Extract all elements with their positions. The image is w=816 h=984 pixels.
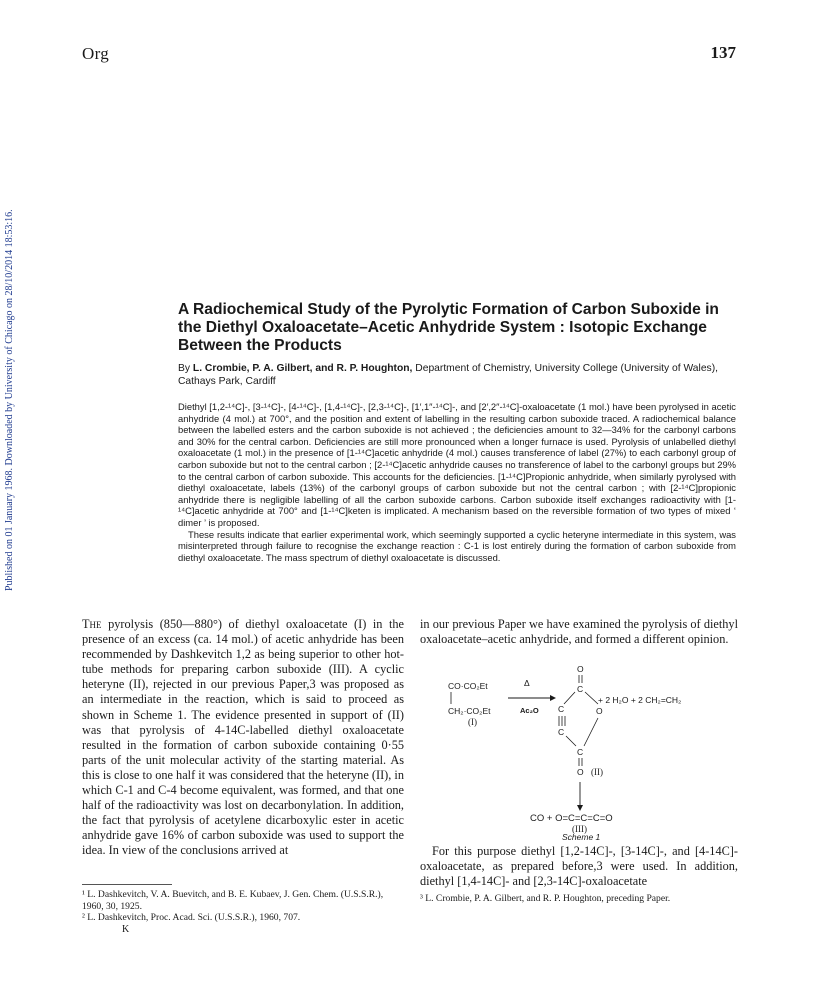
footnote-1: ¹ L. Dashkevitch, V. A. Buevitch, and B. E. Kubaev, J. Gen. Chem. (U.S.S.R.), 1960, 30, 1925. <box>82 889 384 912</box>
intermediate-label: (II) <box>591 767 603 777</box>
byproducts: + 2 H₂O + 2 CH₂=CH₂ <box>598 695 682 705</box>
atom-ring-o: O <box>596 706 603 716</box>
footnote-3: ³ L. Crombie, P. A. Gilbert, and R. P. Houghton, preceding Paper. <box>420 893 671 904</box>
body-paragraph-2: in our previous Paper we have examined the pyrolysis of diethyl oxaloacetate–acetic anhydride, and formed a different opinion. <box>420 617 738 647</box>
atom-bottom-o: O <box>577 767 584 777</box>
atom-top-o: O <box>577 664 584 674</box>
body-paragraph-3: For this purpose diethyl [1,2-14C]-, [3-14C]-, and [4-14C]-oxaloacetate, as prepared before,3 were used. In addition, diethyl [1,4-14C]- and [2,3-14C]-oxaloacetate <box>420 844 738 889</box>
body-paragraph-1-text: pyrolysis (850—880°) of diethyl oxaloacetate (I) in the presence of an excess (ca. 14 mol.) of acetic anhydride has been recommended by Dashkevitch 1,2 as being superior to other hot-tube methods for preparing carbon suboxide (III). A cyclic heteryne (II), rejected in our previous Paper,3 was proposed as an intermediate in the reaction, which is said to proceed as shown in Scheme 1. The evidence presented in support of (II) was that pyrolysis of 4-14C-labelled diethyl oxaloacetate resulted in the formation of carbon suboxide containing 0·55 parts of the unit molecular activity of the starting material. As this is close to one half it was considered that the heteryne (II), in which C-1 and C-4 become equivalent, was formed, and that one half of the radioactivity was lost on decarbonylation. In addition, the fact that pyrolysis of acetylene dicarboxylic ester in acetic anhydride gave 16% of carbon suboxide was used to support the idea. In view of the conclusions arrived at <box>82 617 404 858</box>
signature-mark: K <box>122 923 130 935</box>
down-arrow-head <box>577 805 583 811</box>
article-title: A Radiochemical Study of the Pyrolytic Formation of Carbon Suboxide in the Diethyl Oxaloacetate–Acetic Anhydride System : Isotopic Exchange Between the Products <box>178 301 719 354</box>
by-label: By <box>178 363 191 374</box>
body-column-right-bottom <box>420 844 738 889</box>
footnotes-right <box>420 893 738 905</box>
body-column-right-top <box>420 617 738 647</box>
products: CO + O=C=C=C=O <box>530 813 613 824</box>
journal-name: Org <box>82 44 110 63</box>
reactant-line-1: CO·CO₂Et <box>448 681 488 691</box>
author-block <box>178 362 738 388</box>
abstract-paragraph-2: These results indicate that earlier experimental work, which seemingly supported a cyclic heteryne intermediate in this system, was misinterpreted through failure to recognise the exchange reaction : C-1 is lost entirely during the formation of carbon suboxide from diethyl oxaloacetate. The mass spectrum of diethyl oxaloacetate is discussed. <box>178 528 736 563</box>
arrow-head <box>550 695 556 701</box>
footnote-rule <box>82 884 172 885</box>
arrow-condition-top: Δ <box>524 678 530 688</box>
atom-left-c-lower: C <box>558 727 565 737</box>
body-paragraph-1 <box>82 617 404 859</box>
abstract <box>178 401 736 563</box>
footnote-2: ² L. Dashkevitch, Proc. Acad. Sci. (U.S.S.R.), 1960, 707. <box>82 912 301 923</box>
scheme-caption: Scheme 1 <box>562 832 601 842</box>
affiliation: Department of Chemistry, University College (University of Wales), Cathays Park, Cardiff <box>178 363 718 387</box>
download-watermark[interactable]: Published on 01 January 1968. Downloaded by University of Chicago on 28/10/2014 18:53:16. <box>4 209 15 591</box>
product-label: (III) <box>572 824 587 834</box>
reactant-label: (I) <box>468 717 477 727</box>
atom-bottom-c: C <box>577 747 584 757</box>
atom-left-c-upper: C <box>558 704 565 714</box>
arrow-condition-bottom: Ac₂O <box>520 706 539 715</box>
reaction-scheme <box>438 662 738 837</box>
page-number: 137 <box>710 43 736 62</box>
lead-small-caps: The <box>82 617 102 631</box>
footnotes-left <box>82 884 404 935</box>
abstract-paragraph-1: Diethyl [1,2-¹⁴C]-, [3-¹⁴C]-, [4-¹⁴C]-, [1,4-¹⁴C]-, [2,3-¹⁴C]-, [1′,1″-¹⁴C]-, and [2′,2″-¹⁴C]-oxaloacetate (1 mol.) have been pyrolysed in acetic anhydride (4 mol.) at 700°, and the position and extent of labelling in the resulting carbon suboxide traced. A radiochemical balance between the labelled esters and the carbon suboxide is not achieved ; the deficiencies amount to 32—34% for the carbonyl carbons and 30% for the central carbon. Deficiencies are still more pronounced when a longer furnace is used. Pyrolysis of unlabelled diethyl oxaloacetate (1 mol.) in the presence of [1-¹⁴C]acetic anhydride (4 mol.) causes transference of label (27%) to each carbonyl group of carbon suboxide but not to the central carbon ; [2-¹⁴C]acetic anhydride causes no transference of label to the carbonyl groups but 29% to the central carbon of carbon suboxide. This accounts for the deficiencies. [1-¹⁴C]Propionic anhydride, when similarly pyrolysed with diethyl oxaloacetate, labels (13%) of the carbonyl groups of carbon suboxide but not the central carbon ; with [2-¹⁴C]propionic anhydride there is negligible labelling of all the carbon suboxide carbons. Carbon suboxide itself exchanges radioactivity with [1-¹⁴C]acetic anhydride at 700° and [1-¹⁴C]keten is implicated. A mechanism based on the reversible formation of two types of mixed ‘ dimer ’ is proposed. <box>178 401 736 528</box>
author-names: L. Crombie, P. A. Gilbert, and R. P. Houghton, <box>192 363 413 374</box>
body-column-left <box>82 617 404 859</box>
reactant-line-2: CH₂·CO₂Et <box>448 706 491 716</box>
atom-top-c: C <box>577 684 584 694</box>
